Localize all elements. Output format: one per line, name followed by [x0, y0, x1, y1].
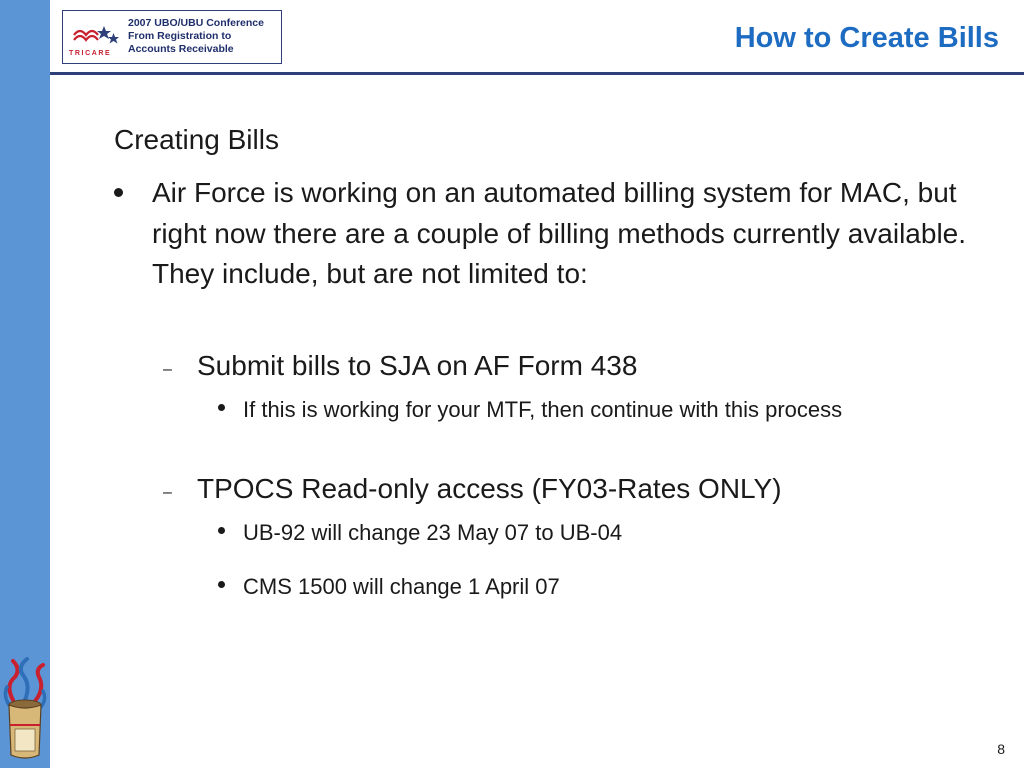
dash-icon: –: [163, 361, 172, 378]
logo-line-2: From Registration to: [128, 30, 232, 42]
tricare-logo-icon: [68, 17, 124, 59]
bullet-dot-icon: [114, 188, 123, 197]
page-number: 8: [997, 741, 1005, 757]
can-of-worms-logo-icon: [3, 655, 47, 765]
logo-line-1: 2007 UBO/UBU Conference: [128, 17, 264, 29]
dash-item-text: TPOCS Read-only access (FY03-Rates ONLY): [197, 473, 782, 504]
svg-text:TRICARE: TRICARE: [69, 50, 112, 57]
title-divider: [50, 72, 1024, 75]
section-heading: Creating Bills: [114, 124, 279, 155]
dash-item-text: Submit bills to SJA on AF Form 438: [197, 350, 638, 381]
dash-icon: –: [163, 484, 172, 501]
logo-line-3: Accounts Receivable: [128, 43, 234, 55]
logo-text: [128, 17, 264, 56]
sub-bullet-text: UB-92 will change 23 May 07 to UB-04: [243, 520, 623, 545]
slide-title: How to Create Bills: [734, 22, 999, 54]
conference-logo: [62, 10, 282, 64]
sub-bullet-text: If this is working for your MTF, then continue with this process: [243, 397, 843, 422]
left-accent-bar: [0, 0, 50, 768]
sub-bullet-dot-icon: [218, 404, 225, 411]
sub-bullet-dot-icon: [218, 527, 225, 534]
sub-bullet-text: CMS 1500 will change 1 April 07: [243, 574, 560, 599]
sub-bullet-dot-icon: [218, 581, 225, 588]
main-bullet-text: Air Force is working on an automated billing system for MAC, but right now there are a couple of billing methods currently available. They include, but are not limited to:: [152, 177, 967, 289]
